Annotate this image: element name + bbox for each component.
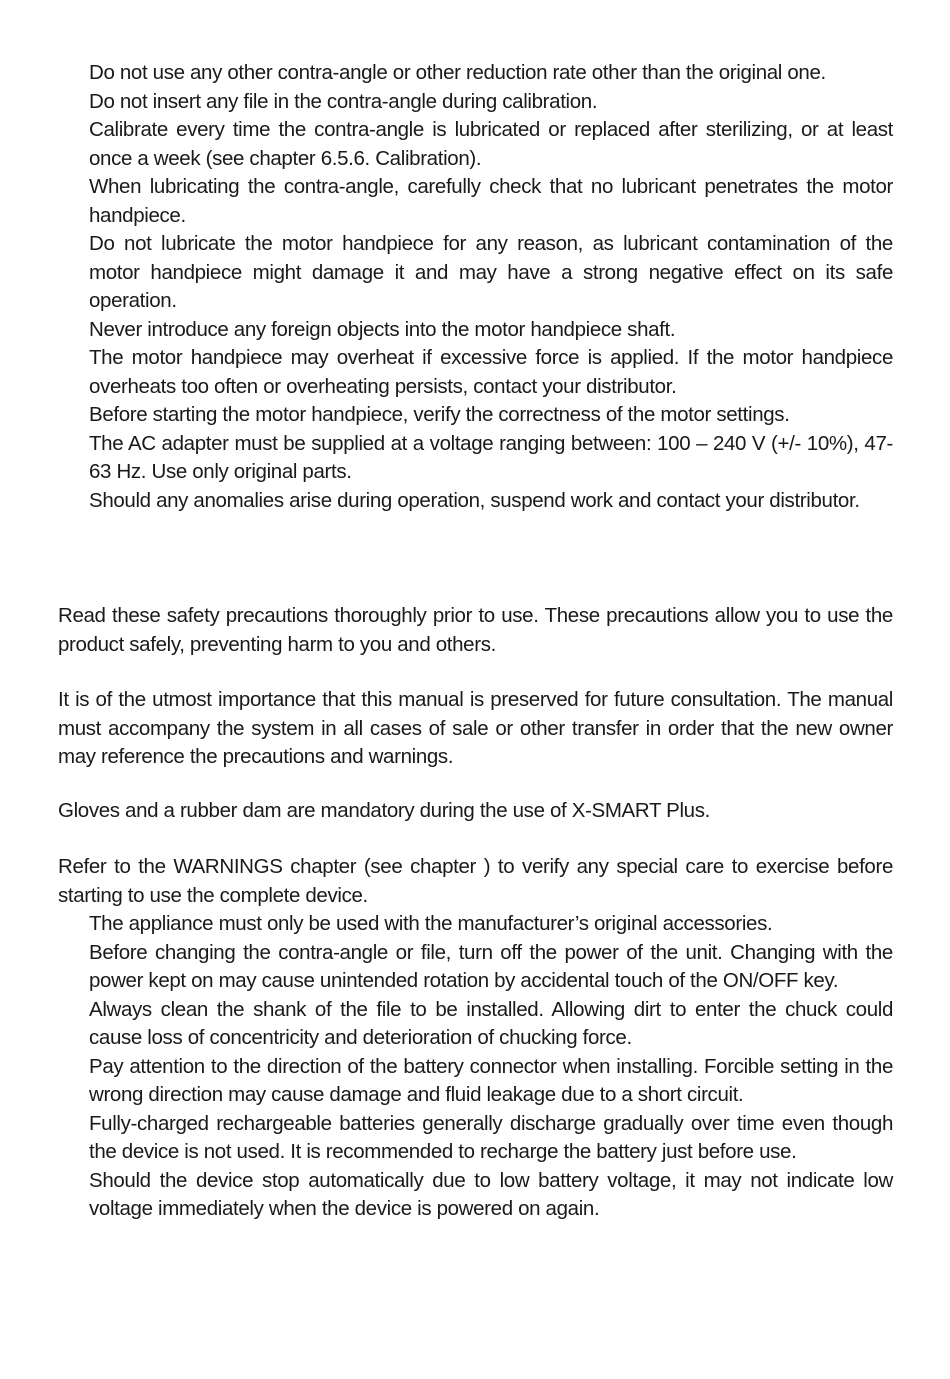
list-item: The AC adapter must be supplied at a voltage ranging between: 100 – 240 V (+/- 10%), 47-63 Hz. Use only original parts.: [89, 431, 893, 483]
list-item: Pay attention to the direction of the battery connector when installing. Forcible setting in the wrong direction may cause damage and fluid leakage due to a short circuit.: [89, 1054, 893, 1106]
list-item: Do not insert any file in the contra-angle during calibration.: [89, 89, 598, 113]
list-item: Before changing the contra-angle or file, turn off the power of the unit. Changing with the power kept on may cause unintended rotation by accidental touch of the ON/OFF key.: [89, 940, 893, 992]
list-item: Calibrate every time the contra-angle is lubricated or replaced after sterilizing, or at least once a week (see chapter 6.5.6. Calibration).: [89, 118, 893, 170]
warnings-reference-paragraph: [58, 853, 893, 910]
list-item: Do not lubricate the motor handpiece for any reason, as lubricant contamination of the motor handpiece might damage it and may have a strong negative effect on its safe operation.: [89, 232, 893, 312]
paragraph-text: Read these safety precautions thoroughly prior to use. These precautions allow you to use the product safely, preventing harm to you and others.: [58, 604, 893, 656]
list-item: The appliance must only be used with the manufacturer’s original accessories.: [89, 912, 773, 935]
list-item: Should the device stop automatically due to low battery voltage, it may not indicate low voltage immediately when the device is powered on again.: [89, 1168, 893, 1220]
list-item: Before starting the motor handpiece, verify the correctness of the motor settings.: [89, 403, 790, 426]
paragraph-text: It is of the utmost importance that this manual is preserved for future consultation. The manual must accompany the system in all cases of sale or other transfer in order that the new owner may reference the precautions and warnings.: [58, 688, 893, 768]
list-item: Do not use any other contra-angle or other reduction rate other than the original one.: [89, 61, 826, 84]
safety-intro-paragraph: [58, 602, 893, 659]
manual-preservation-paragraph: [58, 686, 893, 772]
precautions-list-device: [89, 910, 893, 1224]
list-item: Should any anomalies arise during operation, suspend work and contact your distributor.: [89, 488, 860, 512]
list-item: Never introduce any foreign objects into the motor handpiece shaft.: [89, 317, 676, 341]
gloves-paragraph: [58, 797, 893, 826]
paragraph-text: Refer to the WARNINGS chapter (see chapter ) to verify any special care to exercise before starting to use the complete device.: [58, 855, 893, 907]
list-item: Fully-charged rechargeable batteries generally discharge gradually over time even though the device is not used. It is recommended to recharge the battery just before use.: [89, 1111, 893, 1163]
paragraph-text: Gloves and a rubber dam are mandatory during the use of X-SMART Plus.: [58, 799, 710, 822]
list-item: When lubricating the contra-angle, carefully check that no lubricant penetrates the motor handpiece.: [89, 175, 893, 227]
precautions-list-motor: [89, 59, 893, 515]
list-item: Always clean the shank of the file to be installed. Allowing dirt to enter the chuck could cause loss of concentricity and deterioration of chucking force.: [89, 997, 893, 1049]
list-item: The motor handpiece may overheat if excessive force is applied. If the motor handpiece overheats too often or overheating persists, contact your distributor.: [89, 346, 893, 398]
